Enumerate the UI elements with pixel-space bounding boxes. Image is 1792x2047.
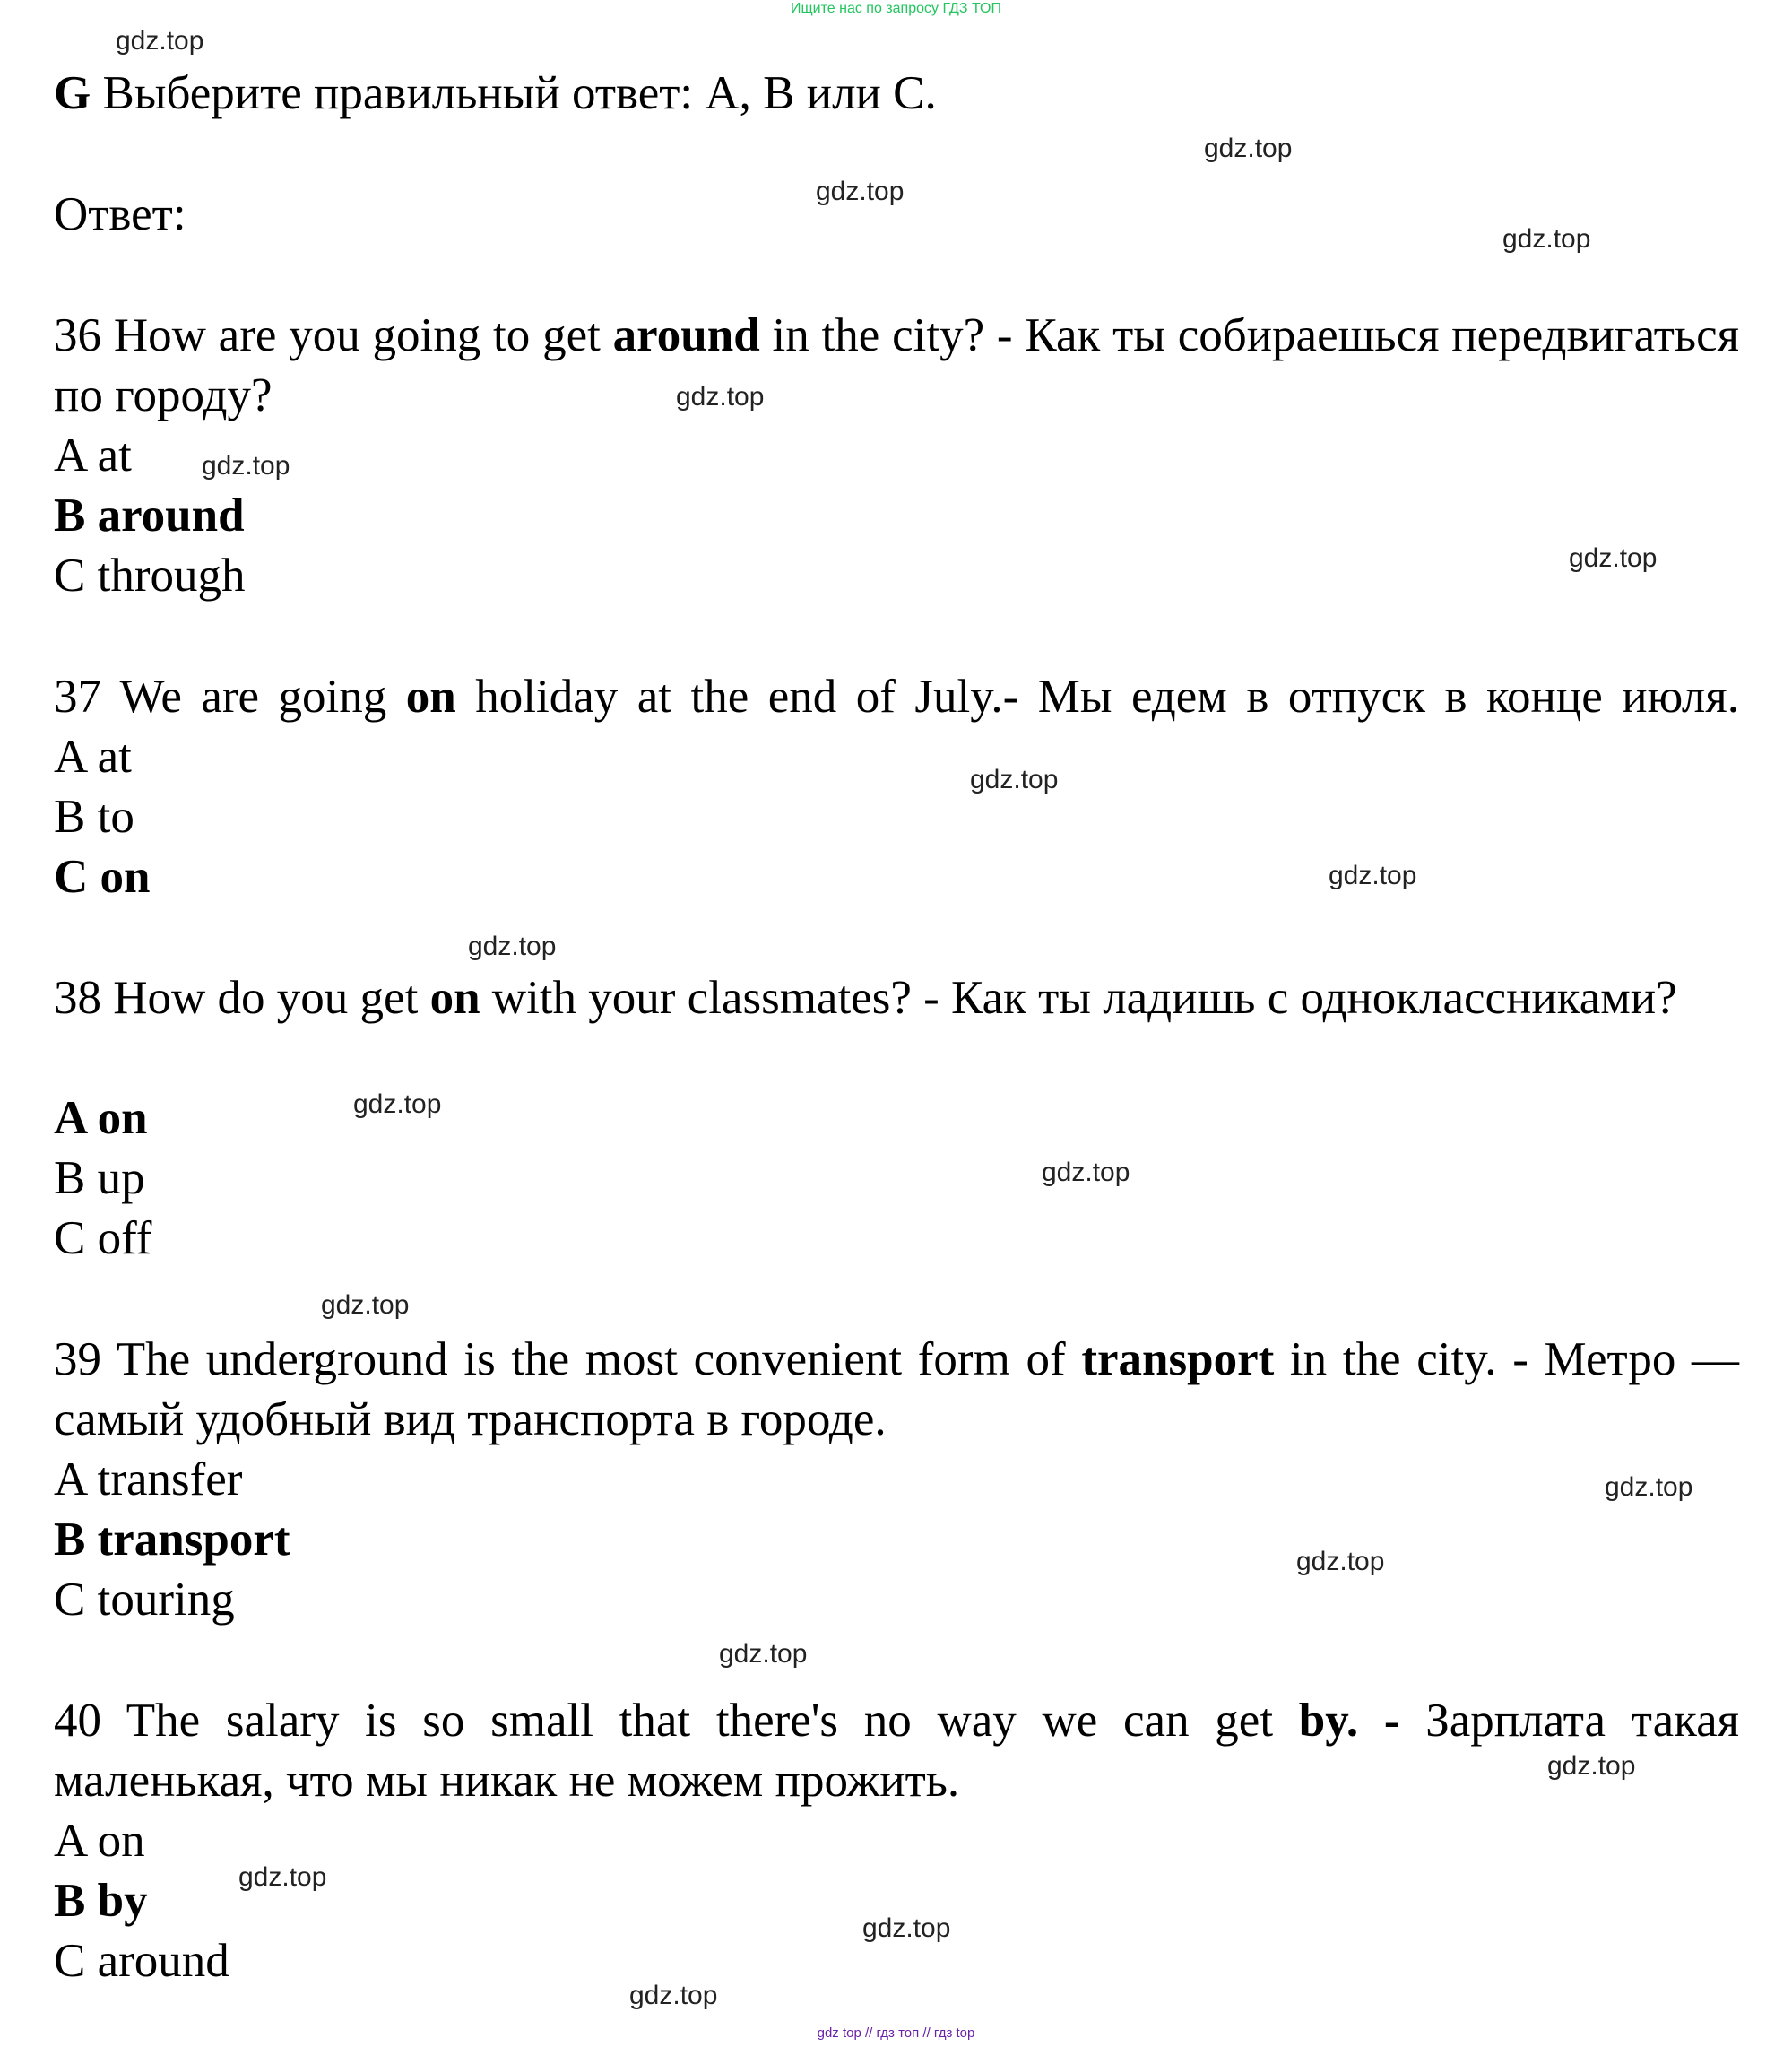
question-40: 40 The salary is so small that there's no way we can get by. - Зарплата такая маленькая, что мы никак не можем прожить. xyxy=(54,1695,1739,1807)
watermark: gdz.top xyxy=(676,382,765,412)
watermark: gdz.top xyxy=(1042,1158,1130,1187)
watermark: gdz.top xyxy=(1547,1751,1636,1781)
watermark: gdz.top xyxy=(719,1639,808,1669)
key-word: on xyxy=(405,671,456,723)
watermark: gdz.top xyxy=(1605,1472,1693,1502)
watermark: gdz.top xyxy=(862,1913,951,1943)
watermark: gdz.top xyxy=(1502,224,1591,254)
option-a: A on xyxy=(54,1815,145,1867)
option-a: A at xyxy=(54,731,132,783)
watermark: gdz.top xyxy=(321,1290,410,1320)
key-word: around xyxy=(612,309,760,361)
watermark: gdz.top xyxy=(629,1981,718,2010)
watermark: gdz.top xyxy=(1329,861,1417,890)
option-a-correct: A on xyxy=(54,1092,148,1144)
key-word: by. - xyxy=(1298,1695,1400,1747)
key-word: on xyxy=(429,972,480,1024)
header-banner: Ищите нас по запросу ГДЗ ТОП xyxy=(791,1,1001,16)
option-c: C touring xyxy=(54,1574,235,1626)
watermark: gdz.top xyxy=(202,451,290,481)
footer-banner: gdz top // гдз топ // гдз top xyxy=(817,2025,975,2041)
question-38: 38 How do you get on with your classmates? - Как ты ладишь с одноклассниками? xyxy=(54,972,1677,1024)
watermark: gdz.top xyxy=(238,1862,327,1892)
watermark: gdz.top xyxy=(353,1089,442,1119)
watermark: gdz.top xyxy=(1569,543,1658,573)
question-36: 36 How are you going to get around in the city? - Как ты собираешься передвигаться по городу? xyxy=(54,309,1739,421)
watermark: gdz.top xyxy=(1204,134,1293,163)
question-39: 39 The underground is the most convenient form of transport in the city. - Метро — самый удобный вид транспорта в городе. xyxy=(54,1333,1739,1445)
option-b: B to xyxy=(54,791,134,843)
option-b-correct: B by xyxy=(54,1875,148,1927)
option-b-correct: B around xyxy=(54,490,245,542)
watermark: gdz.top xyxy=(1296,1547,1385,1576)
key-word: transport xyxy=(1081,1333,1275,1385)
option-c: C through xyxy=(54,550,246,602)
question-37: 37 We are going on holiday at the end of July.- Мы едем в отпуск в конце июля. xyxy=(54,671,1739,723)
option-a: A transfer xyxy=(54,1453,243,1505)
option-b-correct: B transport xyxy=(54,1514,290,1566)
watermark: gdz.top xyxy=(468,932,557,961)
option-a: A at xyxy=(54,429,132,481)
watermark: gdz.top xyxy=(116,26,204,56)
option-c: C around xyxy=(54,1935,229,1987)
watermark: gdz.top xyxy=(816,177,905,206)
answer-label: Ответ: xyxy=(54,188,186,240)
watermark: gdz.top xyxy=(970,765,1059,794)
task-letter: G xyxy=(54,67,91,119)
task-heading xyxy=(54,65,937,122)
option-b: B up xyxy=(54,1152,145,1204)
option-c-correct: C on xyxy=(54,851,151,903)
option-c: C off xyxy=(54,1212,152,1264)
task-instruction: Выберите правильный ответ: А, В или С. xyxy=(102,67,937,119)
